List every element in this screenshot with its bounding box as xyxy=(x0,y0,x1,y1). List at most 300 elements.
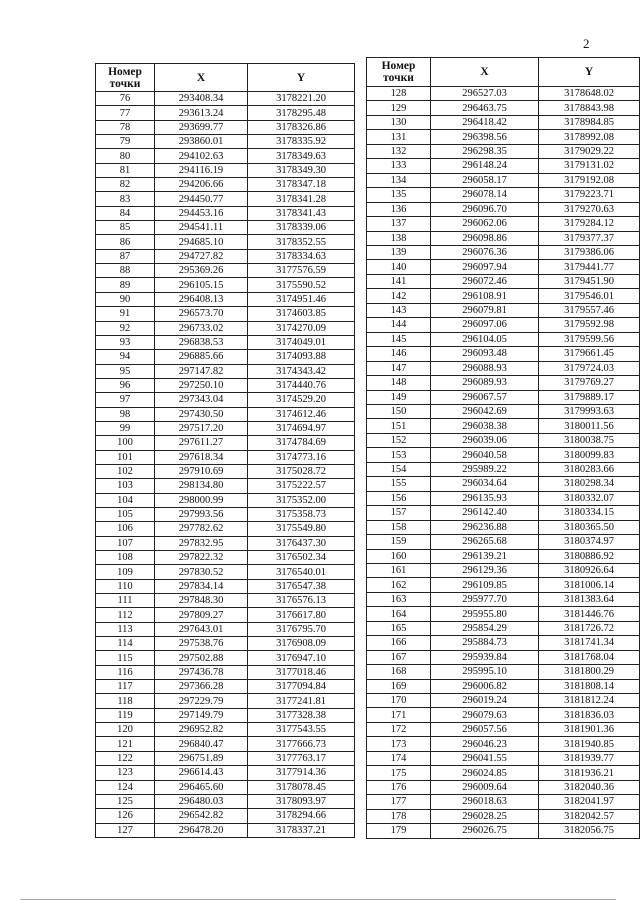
y-cell: 3177328.38 xyxy=(248,708,355,722)
table-row xyxy=(96,637,355,651)
x-cell: 296096.70 xyxy=(431,202,539,216)
x-cell: 297910.69 xyxy=(155,464,248,478)
x-cell: 296236.88 xyxy=(431,520,539,534)
x-cell: 296067.57 xyxy=(431,390,539,404)
x-cell: 296079.81 xyxy=(431,303,539,317)
point-number-cell: 143 xyxy=(367,303,431,317)
y-cell: 3174612.46 xyxy=(248,407,355,421)
point-number-cell: 135 xyxy=(367,188,431,202)
table-row xyxy=(367,795,640,809)
y-cell: 3181446.76 xyxy=(539,607,640,621)
x-cell: 295995.10 xyxy=(431,665,539,679)
point-number-cell: 91 xyxy=(96,307,155,321)
table-row xyxy=(96,192,355,206)
point-number-cell: 84 xyxy=(96,206,155,220)
table-row xyxy=(367,332,640,346)
point-number-cell: 86 xyxy=(96,235,155,249)
y-cell: 3175590.52 xyxy=(248,278,355,292)
table-row xyxy=(96,221,355,235)
point-number-cell: 117 xyxy=(96,680,155,694)
point-number-cell: 176 xyxy=(367,780,431,794)
x-cell: 297993.56 xyxy=(155,507,248,521)
y-cell: 3179284.12 xyxy=(539,217,640,231)
point-number-cell: 97 xyxy=(96,393,155,407)
point-number-cell: 85 xyxy=(96,221,155,235)
y-cell: 3178984.85 xyxy=(539,115,640,129)
x-cell: 297643.01 xyxy=(155,622,248,636)
y-cell: 3180374.97 xyxy=(539,535,640,549)
point-number-cell: 179 xyxy=(367,824,431,838)
y-cell: 3179386.06 xyxy=(539,245,640,259)
table-row xyxy=(367,289,640,303)
point-number-cell: 114 xyxy=(96,637,155,651)
x-cell: 297343.04 xyxy=(155,393,248,407)
point-number-cell: 88 xyxy=(96,264,155,278)
y-cell: 3180365.50 xyxy=(539,520,640,534)
table-row xyxy=(96,335,355,349)
point-number-cell: 155 xyxy=(367,477,431,491)
table-row xyxy=(96,823,355,837)
y-cell: 3174529.20 xyxy=(248,393,355,407)
table-row xyxy=(367,737,640,751)
point-number-cell: 172 xyxy=(367,722,431,736)
y-cell: 3181768.04 xyxy=(539,650,640,664)
y-cell: 3177543.55 xyxy=(248,723,355,737)
x-cell: 295884.73 xyxy=(431,636,539,650)
table-row xyxy=(367,404,640,418)
y-cell: 3181726.72 xyxy=(539,621,640,635)
table-row xyxy=(96,579,355,593)
table-row xyxy=(367,549,640,563)
point-number-cell: 78 xyxy=(96,120,155,134)
point-number-cell: 113 xyxy=(96,622,155,636)
y-cell: 3176617.80 xyxy=(248,608,355,622)
table-row xyxy=(367,462,640,476)
y-cell: 3179270.63 xyxy=(539,202,640,216)
point-number-cell: 149 xyxy=(367,390,431,404)
y-cell: 3182056.75 xyxy=(539,824,640,838)
table-row xyxy=(96,680,355,694)
x-cell: 296104.05 xyxy=(431,332,539,346)
table-row xyxy=(367,679,640,693)
table-row xyxy=(367,419,640,433)
table-row xyxy=(96,120,355,134)
table-row xyxy=(96,278,355,292)
y-cell: 3176437.30 xyxy=(248,536,355,550)
table-row xyxy=(367,607,640,621)
y-cell: 3178295.48 xyxy=(248,106,355,120)
point-number-cell: 141 xyxy=(367,274,431,288)
header-x: X xyxy=(155,64,248,92)
x-cell: 296298.35 xyxy=(431,144,539,158)
point-number-cell: 152 xyxy=(367,433,431,447)
x-cell: 296058.17 xyxy=(431,173,539,187)
table-row xyxy=(367,824,640,838)
x-cell: 297782.62 xyxy=(155,522,248,536)
x-cell: 296129.36 xyxy=(431,563,539,577)
x-cell: 297502.88 xyxy=(155,651,248,665)
table-row xyxy=(367,650,640,664)
point-number-cell: 110 xyxy=(96,579,155,593)
table-row xyxy=(96,665,355,679)
table-row xyxy=(367,809,640,823)
y-cell: 3177018.46 xyxy=(248,665,355,679)
x-cell: 296885.66 xyxy=(155,350,248,364)
table-row xyxy=(367,563,640,577)
x-cell: 296062.06 xyxy=(431,217,539,231)
x-cell: 295955.80 xyxy=(431,607,539,621)
point-number-cell: 168 xyxy=(367,665,431,679)
y-cell: 3176576.13 xyxy=(248,594,355,608)
point-number-cell: 124 xyxy=(96,780,155,794)
y-cell: 3178352.55 xyxy=(248,235,355,249)
x-cell: 294102.63 xyxy=(155,149,248,163)
table-row xyxy=(367,217,640,231)
y-cell: 3181383.64 xyxy=(539,592,640,606)
x-cell: 295977.70 xyxy=(431,592,539,606)
x-cell: 296041.55 xyxy=(431,751,539,765)
y-cell: 3180926.64 xyxy=(539,563,640,577)
table-row xyxy=(96,321,355,335)
point-number-cell: 158 xyxy=(367,520,431,534)
x-cell: 294727.82 xyxy=(155,249,248,263)
table-row xyxy=(96,794,355,808)
point-number-cell: 92 xyxy=(96,321,155,335)
y-cell: 3178349.30 xyxy=(248,163,355,177)
x-cell: 293860.01 xyxy=(155,135,248,149)
y-cell: 3179592.98 xyxy=(539,318,640,332)
x-cell: 295369.26 xyxy=(155,264,248,278)
y-cell: 3180334.15 xyxy=(539,506,640,520)
table-row xyxy=(96,235,355,249)
y-cell: 3177666.73 xyxy=(248,737,355,751)
point-number-cell: 118 xyxy=(96,694,155,708)
point-number-cell: 145 xyxy=(367,332,431,346)
point-number-cell: 140 xyxy=(367,260,431,274)
table-row xyxy=(96,536,355,550)
y-cell: 3179223.71 xyxy=(539,188,640,202)
point-number-cell: 134 xyxy=(367,173,431,187)
x-cell: 297430.50 xyxy=(155,407,248,421)
table-row xyxy=(96,594,355,608)
y-cell: 3178093.97 xyxy=(248,794,355,808)
x-cell: 297848.30 xyxy=(155,594,248,608)
x-cell: 296018.63 xyxy=(431,795,539,809)
table-row xyxy=(367,347,640,361)
y-cell: 3176540.01 xyxy=(248,565,355,579)
table-row xyxy=(96,723,355,737)
point-number-cell: 99 xyxy=(96,421,155,435)
table-row xyxy=(96,651,355,665)
point-number-cell: 162 xyxy=(367,578,431,592)
header-x: X xyxy=(431,58,539,87)
table-row xyxy=(367,751,640,765)
x-cell: 296078.14 xyxy=(431,188,539,202)
point-number-cell: 81 xyxy=(96,163,155,177)
y-cell: 3181836.03 xyxy=(539,708,640,722)
table-row xyxy=(96,565,355,579)
point-number-cell: 103 xyxy=(96,479,155,493)
y-cell: 3181812.24 xyxy=(539,694,640,708)
table-row xyxy=(96,178,355,192)
x-cell: 296026.75 xyxy=(431,824,539,838)
point-number-cell: 154 xyxy=(367,462,431,476)
x-cell: 295939.84 xyxy=(431,650,539,664)
point-number-cell: 108 xyxy=(96,551,155,565)
point-number-cell: 122 xyxy=(96,751,155,765)
point-number-cell: 112 xyxy=(96,608,155,622)
table-row xyxy=(367,491,640,505)
table-row xyxy=(96,522,355,536)
table-row xyxy=(96,106,355,120)
header-y: Y xyxy=(248,64,355,92)
x-cell: 297366.28 xyxy=(155,680,248,694)
y-cell: 3179192.08 xyxy=(539,173,640,187)
y-cell: 3179599.56 xyxy=(539,332,640,346)
y-cell: 3178326.86 xyxy=(248,120,355,134)
y-cell: 3181936.21 xyxy=(539,766,640,780)
table-row xyxy=(367,578,640,592)
y-cell: 3174694.97 xyxy=(248,421,355,435)
point-number-cell: 166 xyxy=(367,636,431,650)
table-row xyxy=(96,292,355,306)
table-row xyxy=(367,506,640,520)
point-number-cell: 98 xyxy=(96,407,155,421)
point-number-cell: 127 xyxy=(96,823,155,837)
table-row xyxy=(367,535,640,549)
header-point-number: Номер точки xyxy=(96,64,155,92)
table-row xyxy=(96,206,355,220)
point-number-cell: 142 xyxy=(367,289,431,303)
table-row xyxy=(96,493,355,507)
point-number-cell: 139 xyxy=(367,245,431,259)
point-number-cell: 177 xyxy=(367,795,431,809)
x-cell: 296542.82 xyxy=(155,809,248,823)
point-number-cell: 101 xyxy=(96,450,155,464)
header-y: Y xyxy=(539,58,640,87)
point-number-cell: 148 xyxy=(367,376,431,390)
table-row xyxy=(367,144,640,158)
table-row xyxy=(96,421,355,435)
point-number-cell: 163 xyxy=(367,592,431,606)
point-number-cell: 138 xyxy=(367,231,431,245)
y-cell: 3174440.76 xyxy=(248,378,355,392)
y-cell: 3180283.66 xyxy=(539,462,640,476)
point-number-cell: 123 xyxy=(96,766,155,780)
table-row xyxy=(96,350,355,364)
y-cell: 3178648.02 xyxy=(539,87,640,101)
x-cell: 296097.06 xyxy=(431,318,539,332)
y-cell: 3179889.17 xyxy=(539,390,640,404)
y-cell: 3174603.85 xyxy=(248,307,355,321)
x-cell: 296751.89 xyxy=(155,751,248,765)
x-cell: 297822.32 xyxy=(155,551,248,565)
point-number-cell: 79 xyxy=(96,135,155,149)
table-header-row xyxy=(96,64,355,92)
coordinates-table-left xyxy=(95,63,355,838)
y-cell: 3180886.92 xyxy=(539,549,640,563)
table-row xyxy=(367,130,640,144)
x-cell: 296135.93 xyxy=(431,491,539,505)
table-row xyxy=(96,608,355,622)
x-cell: 296463.75 xyxy=(431,101,539,115)
y-cell: 3177763.17 xyxy=(248,751,355,765)
table-row xyxy=(96,249,355,263)
y-cell: 3177241.81 xyxy=(248,694,355,708)
page-bottom-edge xyxy=(20,899,616,900)
table-row xyxy=(96,694,355,708)
table-row xyxy=(367,303,640,317)
y-cell: 3178347.18 xyxy=(248,178,355,192)
table-row xyxy=(367,722,640,736)
table-row xyxy=(367,274,640,288)
table-row xyxy=(96,364,355,378)
x-cell: 297830.52 xyxy=(155,565,248,579)
point-number-cell: 175 xyxy=(367,766,431,780)
y-cell: 3174049.01 xyxy=(248,335,355,349)
table-row xyxy=(367,260,640,274)
table-row xyxy=(367,390,640,404)
y-cell: 3181939.77 xyxy=(539,751,640,765)
point-number-cell: 136 xyxy=(367,202,431,216)
x-cell: 296038.38 xyxy=(431,419,539,433)
x-cell: 296093.48 xyxy=(431,347,539,361)
point-number-cell: 102 xyxy=(96,464,155,478)
table-row xyxy=(96,163,355,177)
y-cell: 3178334.63 xyxy=(248,249,355,263)
table-row xyxy=(367,231,640,245)
point-number-cell: 116 xyxy=(96,665,155,679)
y-cell: 3178341.43 xyxy=(248,206,355,220)
table-row xyxy=(367,433,640,447)
table-row xyxy=(96,92,355,106)
y-cell: 3180099.83 xyxy=(539,448,640,462)
table-row xyxy=(96,551,355,565)
table-row xyxy=(367,101,640,115)
x-cell: 296573.70 xyxy=(155,307,248,321)
y-cell: 3180011.56 xyxy=(539,419,640,433)
y-cell: 3178349.63 xyxy=(248,149,355,163)
point-number-cell: 111 xyxy=(96,594,155,608)
x-cell: 296105.15 xyxy=(155,278,248,292)
point-number-cell: 107 xyxy=(96,536,155,550)
table-row xyxy=(96,264,355,278)
table-row xyxy=(96,450,355,464)
y-cell: 3181808.14 xyxy=(539,679,640,693)
x-cell: 296398.56 xyxy=(431,130,539,144)
table-row xyxy=(96,135,355,149)
y-cell: 3176547.38 xyxy=(248,579,355,593)
table-row xyxy=(96,809,355,823)
table-row xyxy=(367,202,640,216)
x-cell: 297618.34 xyxy=(155,450,248,464)
table-row xyxy=(367,592,640,606)
x-cell: 296024.85 xyxy=(431,766,539,780)
point-number-cell: 159 xyxy=(367,535,431,549)
x-cell: 297229.79 xyxy=(155,694,248,708)
x-cell: 296838.53 xyxy=(155,335,248,349)
point-number-cell: 133 xyxy=(367,159,431,173)
point-number-cell: 87 xyxy=(96,249,155,263)
y-cell: 3174270.09 xyxy=(248,321,355,335)
point-number-cell: 80 xyxy=(96,149,155,163)
x-cell: 297517.20 xyxy=(155,421,248,435)
y-cell: 3176947.10 xyxy=(248,651,355,665)
point-number-cell: 128 xyxy=(367,87,431,101)
table-row xyxy=(96,149,355,163)
x-cell: 296009.64 xyxy=(431,780,539,794)
x-cell: 297809.27 xyxy=(155,608,248,622)
table-row xyxy=(96,507,355,521)
point-number-cell: 96 xyxy=(96,378,155,392)
y-cell: 3179661.45 xyxy=(539,347,640,361)
y-cell: 3179724.03 xyxy=(539,361,640,375)
coordinates-table-right xyxy=(366,57,640,839)
x-cell: 297436.78 xyxy=(155,665,248,679)
table-row xyxy=(96,708,355,722)
y-cell: 3182040.36 xyxy=(539,780,640,794)
y-cell: 3175222.57 xyxy=(248,479,355,493)
x-cell: 296952.82 xyxy=(155,723,248,737)
table-row xyxy=(367,318,640,332)
table-row xyxy=(367,115,640,129)
point-number-cell: 153 xyxy=(367,448,431,462)
x-cell: 296019.24 xyxy=(431,694,539,708)
point-number-cell: 173 xyxy=(367,737,431,751)
table-row xyxy=(367,621,640,635)
point-number-cell: 76 xyxy=(96,92,155,106)
point-number-cell: 131 xyxy=(367,130,431,144)
point-number-cell: 178 xyxy=(367,809,431,823)
table-row xyxy=(367,477,640,491)
page-number: 2 xyxy=(583,36,590,51)
x-cell: 296040.58 xyxy=(431,448,539,462)
point-number-cell: 161 xyxy=(367,563,431,577)
table-row xyxy=(367,87,640,101)
point-number-cell: 105 xyxy=(96,507,155,521)
y-cell: 3174773.16 xyxy=(248,450,355,464)
point-number-cell: 144 xyxy=(367,318,431,332)
x-cell: 297538.76 xyxy=(155,637,248,651)
x-cell: 297832.95 xyxy=(155,536,248,550)
y-cell: 3180332.07 xyxy=(539,491,640,505)
y-cell: 3177576.59 xyxy=(248,264,355,278)
point-number-cell: 156 xyxy=(367,491,431,505)
table-row xyxy=(367,361,640,375)
x-cell: 296034.64 xyxy=(431,477,539,491)
table-row xyxy=(367,766,640,780)
table-row xyxy=(367,780,640,794)
y-cell: 3176908.09 xyxy=(248,637,355,651)
x-cell: 296840.47 xyxy=(155,737,248,751)
point-number-cell: 171 xyxy=(367,708,431,722)
point-number-cell: 120 xyxy=(96,723,155,737)
table-row xyxy=(96,479,355,493)
point-number-cell: 164 xyxy=(367,607,431,621)
table-row xyxy=(96,737,355,751)
x-cell: 297611.27 xyxy=(155,436,248,450)
x-cell: 294541.11 xyxy=(155,221,248,235)
x-cell: 297147.82 xyxy=(155,364,248,378)
point-number-cell: 121 xyxy=(96,737,155,751)
table-row xyxy=(367,245,640,259)
table-header-row xyxy=(367,58,640,87)
x-cell: 296089.93 xyxy=(431,376,539,390)
point-number-cell: 126 xyxy=(96,809,155,823)
point-number-cell: 130 xyxy=(367,115,431,129)
point-number-cell: 165 xyxy=(367,621,431,635)
point-number-cell: 147 xyxy=(367,361,431,375)
